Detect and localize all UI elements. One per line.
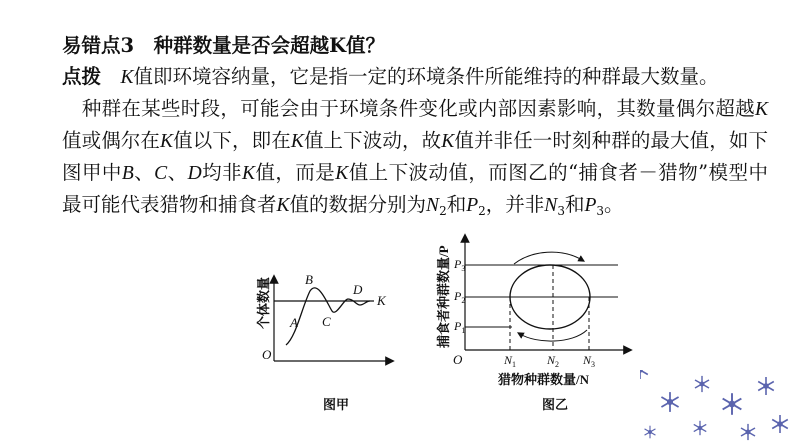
- point-d-label: D: [353, 282, 363, 297]
- figure-b-caption: 图乙: [542, 398, 569, 413]
- figure-a-diagram: [240, 255, 400, 375]
- k-symbol: K: [160, 131, 174, 152]
- p1-label: $P_1$: [454, 319, 466, 335]
- k-label: K: [377, 293, 386, 308]
- snowflake-icon: [758, 377, 774, 395]
- text-run: 、: [167, 161, 188, 184]
- text-run: 值上下波动，故: [303, 129, 442, 152]
- text-run: 和: [564, 193, 585, 216]
- snowflake-icon: [741, 424, 755, 440]
- p2-label: $P_2$: [454, 289, 466, 305]
- p-symbol: P: [584, 195, 597, 216]
- text-run: 。: [604, 193, 624, 216]
- x-axis-label: 猎物种群数量/N: [498, 372, 590, 387]
- k-symbol: K: [120, 67, 134, 88]
- snowflake-icon: [661, 392, 678, 412]
- k-symbol: K: [754, 99, 768, 120]
- subscript: 2: [439, 204, 447, 218]
- n1-label: $N_1$: [504, 353, 517, 369]
- hint-text: 值即环境容纳量，它是指一定的环境条件所能维持的种群最大数量。: [133, 65, 719, 88]
- k-symbol: K: [276, 195, 290, 216]
- point-symbol: D: [187, 163, 202, 184]
- snowflake-icon: [772, 415, 788, 433]
- k-symbol: K: [335, 163, 349, 184]
- text-run: 种群在某些时段，可能会由于环境条件变化或内部因素影响，其数量偶尔超越: [81, 97, 755, 120]
- subscript: 3: [596, 204, 605, 218]
- figure-a-caption: 图甲: [323, 398, 350, 413]
- n3-label: $N_3$: [583, 353, 596, 369]
- n-symbol: N: [544, 195, 558, 216]
- y-axis-label: 捕食者种群数量/P: [436, 245, 451, 348]
- k-symbol: K: [242, 163, 256, 184]
- snowflake-icon: [695, 376, 709, 392]
- hint-label: 点拨: [62, 65, 102, 88]
- text-run: 值以下，即在: [173, 129, 291, 152]
- paragraph-hint: [62, 61, 768, 93]
- text-run: 值，而是: [255, 161, 336, 184]
- subscript: 2: [478, 204, 486, 218]
- point-c-label: C: [322, 314, 331, 329]
- point-b-label: B: [305, 272, 313, 287]
- text-run: 值或偶尔在: [62, 129, 161, 152]
- n-symbol: N: [426, 195, 440, 216]
- section-heading: 易错点3 种群数量是否会超越K值？: [62, 34, 386, 57]
- snowflake-decoration: [640, 370, 794, 447]
- snowflake-icon: [645, 426, 656, 439]
- point-symbol: B: [121, 163, 134, 184]
- k-symbol: K: [290, 131, 304, 152]
- paragraph-explanation: [62, 93, 768, 221]
- article-text: [62, 30, 768, 221]
- subscript: 3: [557, 204, 565, 218]
- text-run: 值上下波动值，而图乙的“捕食者－猎物”模型中最可能代表猎物和捕食者: [62, 161, 768, 216]
- k-symbol: K: [441, 131, 455, 152]
- snowflake-icon: [723, 393, 742, 415]
- cycle-arrow-top: [514, 252, 582, 264]
- y-axis-label: 个体数量: [256, 276, 271, 329]
- origin-label: O: [262, 347, 272, 362]
- text-run: ，并非: [485, 193, 545, 216]
- point-symbol: C: [154, 163, 168, 184]
- point-a-label: A: [290, 315, 298, 330]
- snowflake-icon: [694, 421, 706, 435]
- text-run: 值并非任一时刻种群的最大值，如下图甲中: [62, 129, 768, 184]
- text-run: 值的数据分别为: [289, 193, 427, 216]
- p-symbol: P: [466, 195, 479, 216]
- figure-b-diagram: [432, 230, 632, 390]
- p3-label: $P_3$: [454, 257, 466, 273]
- n2-label: $N_2$: [547, 353, 560, 369]
- text-run: 均非: [201, 161, 242, 184]
- text-run: 、: [133, 161, 155, 184]
- origin-label: O: [453, 352, 463, 367]
- text-run: 和: [446, 193, 467, 216]
